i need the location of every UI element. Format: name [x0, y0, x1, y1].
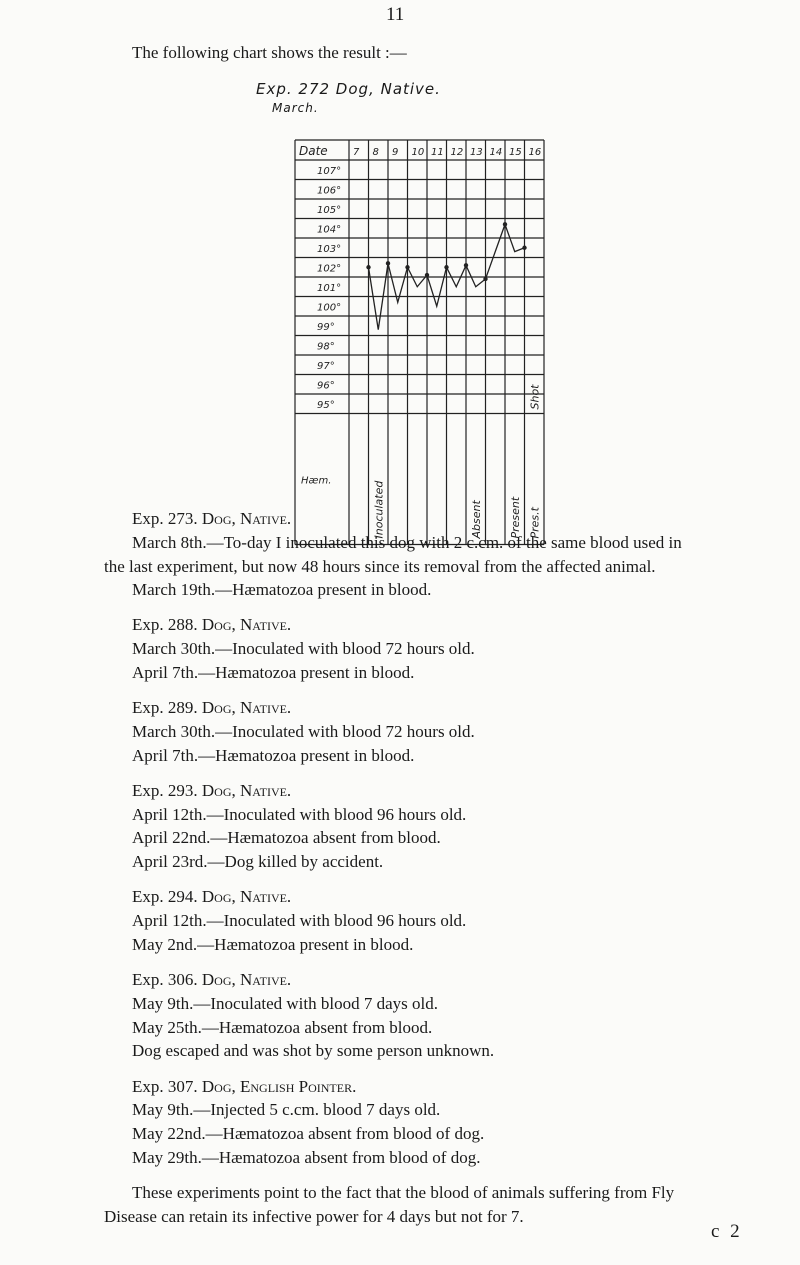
conclusion-line: Disease can retain its infective power for 4 days but not for 7.: [104, 1206, 524, 1226]
experiment-number: Exp. 306.: [132, 970, 198, 990]
experiment-line: May 22nd.—Hæmatozoa absent from blood of dog.: [132, 1124, 485, 1144]
chart-subtitle: March.: [272, 101, 319, 115]
haem-note: Inoculated: [372, 480, 386, 539]
experiment-number: Exp. 293.: [132, 780, 198, 800]
data-point: [503, 222, 507, 226]
experiment-line: March 8th.—To-day I inoculated this dog with 2 c.cm. of the same blood used in: [132, 532, 682, 552]
experiment-subject: Dog, Native.: [201, 698, 292, 718]
experiment-line: May 9th.—Injected 5 c.cm. blood 7 days old.: [132, 1100, 441, 1120]
experiment-line: May 9th.—Inoculated with blood 7 days old.: [132, 993, 438, 1013]
temp-tick: 98°: [317, 341, 335, 353]
data-point: [425, 273, 429, 277]
experiment-heading: [104, 507, 794, 531]
haem-note: Absent: [469, 500, 483, 539]
intro-text: The following chart shows the result :—: [132, 43, 407, 62]
experiment-number: Exp. 289.: [132, 698, 198, 718]
experiment-entry: [104, 1075, 794, 1170]
date-tick: 7: [353, 147, 360, 158]
date-tick: 15: [509, 147, 522, 158]
experiment-heading: [104, 779, 794, 803]
experiment-subject: Dog, English Pointer.: [201, 1076, 357, 1096]
experiment-subject: Dog, Native.: [201, 887, 292, 907]
experiment-line: April 12th.—Inoculated with blood 96 hours old.: [132, 804, 467, 824]
experiment-entry: [104, 613, 794, 684]
date-tick: 14: [489, 147, 503, 158]
temp-tick: 99°: [317, 322, 335, 333]
experiment-line: April 7th.—Hæmatozoa present in blood.: [132, 663, 415, 683]
experiment-line: April 22nd.—Hæmatozoa absent from blood.: [132, 828, 441, 848]
temp-tick: 96°: [317, 380, 335, 392]
date-tick: 9: [392, 147, 399, 158]
experiment-entry: [104, 507, 794, 602]
experiment-line: March 19th.—Hæmatozoa present in blood.: [132, 580, 432, 600]
experiment-line: Dog escaped and was shot by some person unknown.: [132, 1041, 495, 1061]
experiment-number: Exp. 294.: [132, 887, 198, 907]
experiment-line: the last experiment, but now 48 hours since its removal from the affected animal.: [104, 556, 656, 576]
experiment-line: April 7th.—Hæmatozoa present in blood.: [132, 745, 415, 765]
temp-tick: 107°: [317, 166, 342, 177]
date-tick: 11: [431, 147, 444, 158]
experiment-entry: [104, 696, 794, 767]
experiment-entry: [104, 885, 794, 956]
experiment-heading: [104, 968, 794, 992]
experiment-entry: [104, 968, 794, 1063]
experiment-line: April 12th.—Inoculated with blood 96 hours old.: [132, 911, 467, 931]
experiment-line: May 25th.—Hæmatozoa absent from blood.: [132, 1017, 433, 1037]
shot-label: Shot: [528, 384, 542, 410]
data-point: [483, 277, 487, 281]
date-tick: 16: [528, 147, 542, 158]
experiment-number: Exp. 288.: [132, 615, 198, 635]
signature-mark: c 2: [711, 1221, 743, 1242]
page-number: 11: [386, 4, 405, 25]
date-tick: 8: [372, 147, 379, 158]
date-tick: 12: [450, 147, 464, 158]
data-point: [405, 265, 409, 269]
haem-label: Hæm.: [301, 475, 332, 487]
date-tick: 10: [411, 147, 425, 158]
temp-tick: 95°: [317, 400, 335, 411]
data-point: [464, 263, 468, 267]
experiment-line: March 30th.—Inoculated with blood 72 hours old.: [132, 721, 475, 741]
experiment-heading: [104, 613, 794, 637]
experiment-subject: Dog, Native.: [201, 509, 292, 528]
experiment-heading: [104, 1075, 794, 1099]
haem-note: Pres.t: [528, 507, 542, 539]
experiment-subject: Dog, Native.: [201, 970, 292, 990]
data-point: [444, 265, 448, 269]
temp-tick: 106°: [317, 185, 342, 197]
experiment-heading: [104, 696, 794, 720]
experiment-subject: Dog, Native.: [201, 615, 292, 635]
experiment-entry: [104, 779, 794, 874]
temp-tick: 101°: [317, 283, 342, 294]
date-label: Date: [299, 144, 328, 158]
haem-note: Present: [508, 496, 522, 539]
conclusion-line: These experiments point to the fact that the blood of animals suffering from Fly: [132, 1183, 675, 1202]
experiment-number: Exp. 273.: [132, 509, 198, 528]
data-point: [366, 265, 370, 269]
experiment-line: April 23rd.—Dog killed by accident.: [132, 852, 384, 872]
temp-tick: 102°: [317, 263, 342, 275]
experiments-text: [104, 507, 794, 1229]
experiment-line: May 2nd.—Hæmatozoa present in blood.: [132, 934, 414, 954]
experiment-subject: Dog, Native.: [201, 780, 292, 800]
temperature-chart: [280, 110, 542, 539]
data-point: [386, 261, 390, 265]
experiment-line: March 30th.—Inoculated with blood 72 hours old.: [132, 639, 475, 659]
experiment-heading: [104, 885, 794, 909]
temp-tick: 100°: [317, 302, 342, 314]
temp-tick: 97°: [317, 361, 335, 372]
data-point: [522, 246, 526, 250]
temp-tick: 103°: [317, 244, 342, 255]
temp-tick: 105°: [317, 205, 342, 216]
experiment-line: May 29th.—Hæmatozoa absent from blood of dog.: [132, 1147, 481, 1167]
date-tick: 13: [470, 147, 483, 158]
temp-tick: 104°: [317, 224, 342, 236]
experiment-number: Exp. 307.: [132, 1076, 198, 1096]
chart-title: Exp. 272 Dog, Native.: [256, 80, 441, 98]
